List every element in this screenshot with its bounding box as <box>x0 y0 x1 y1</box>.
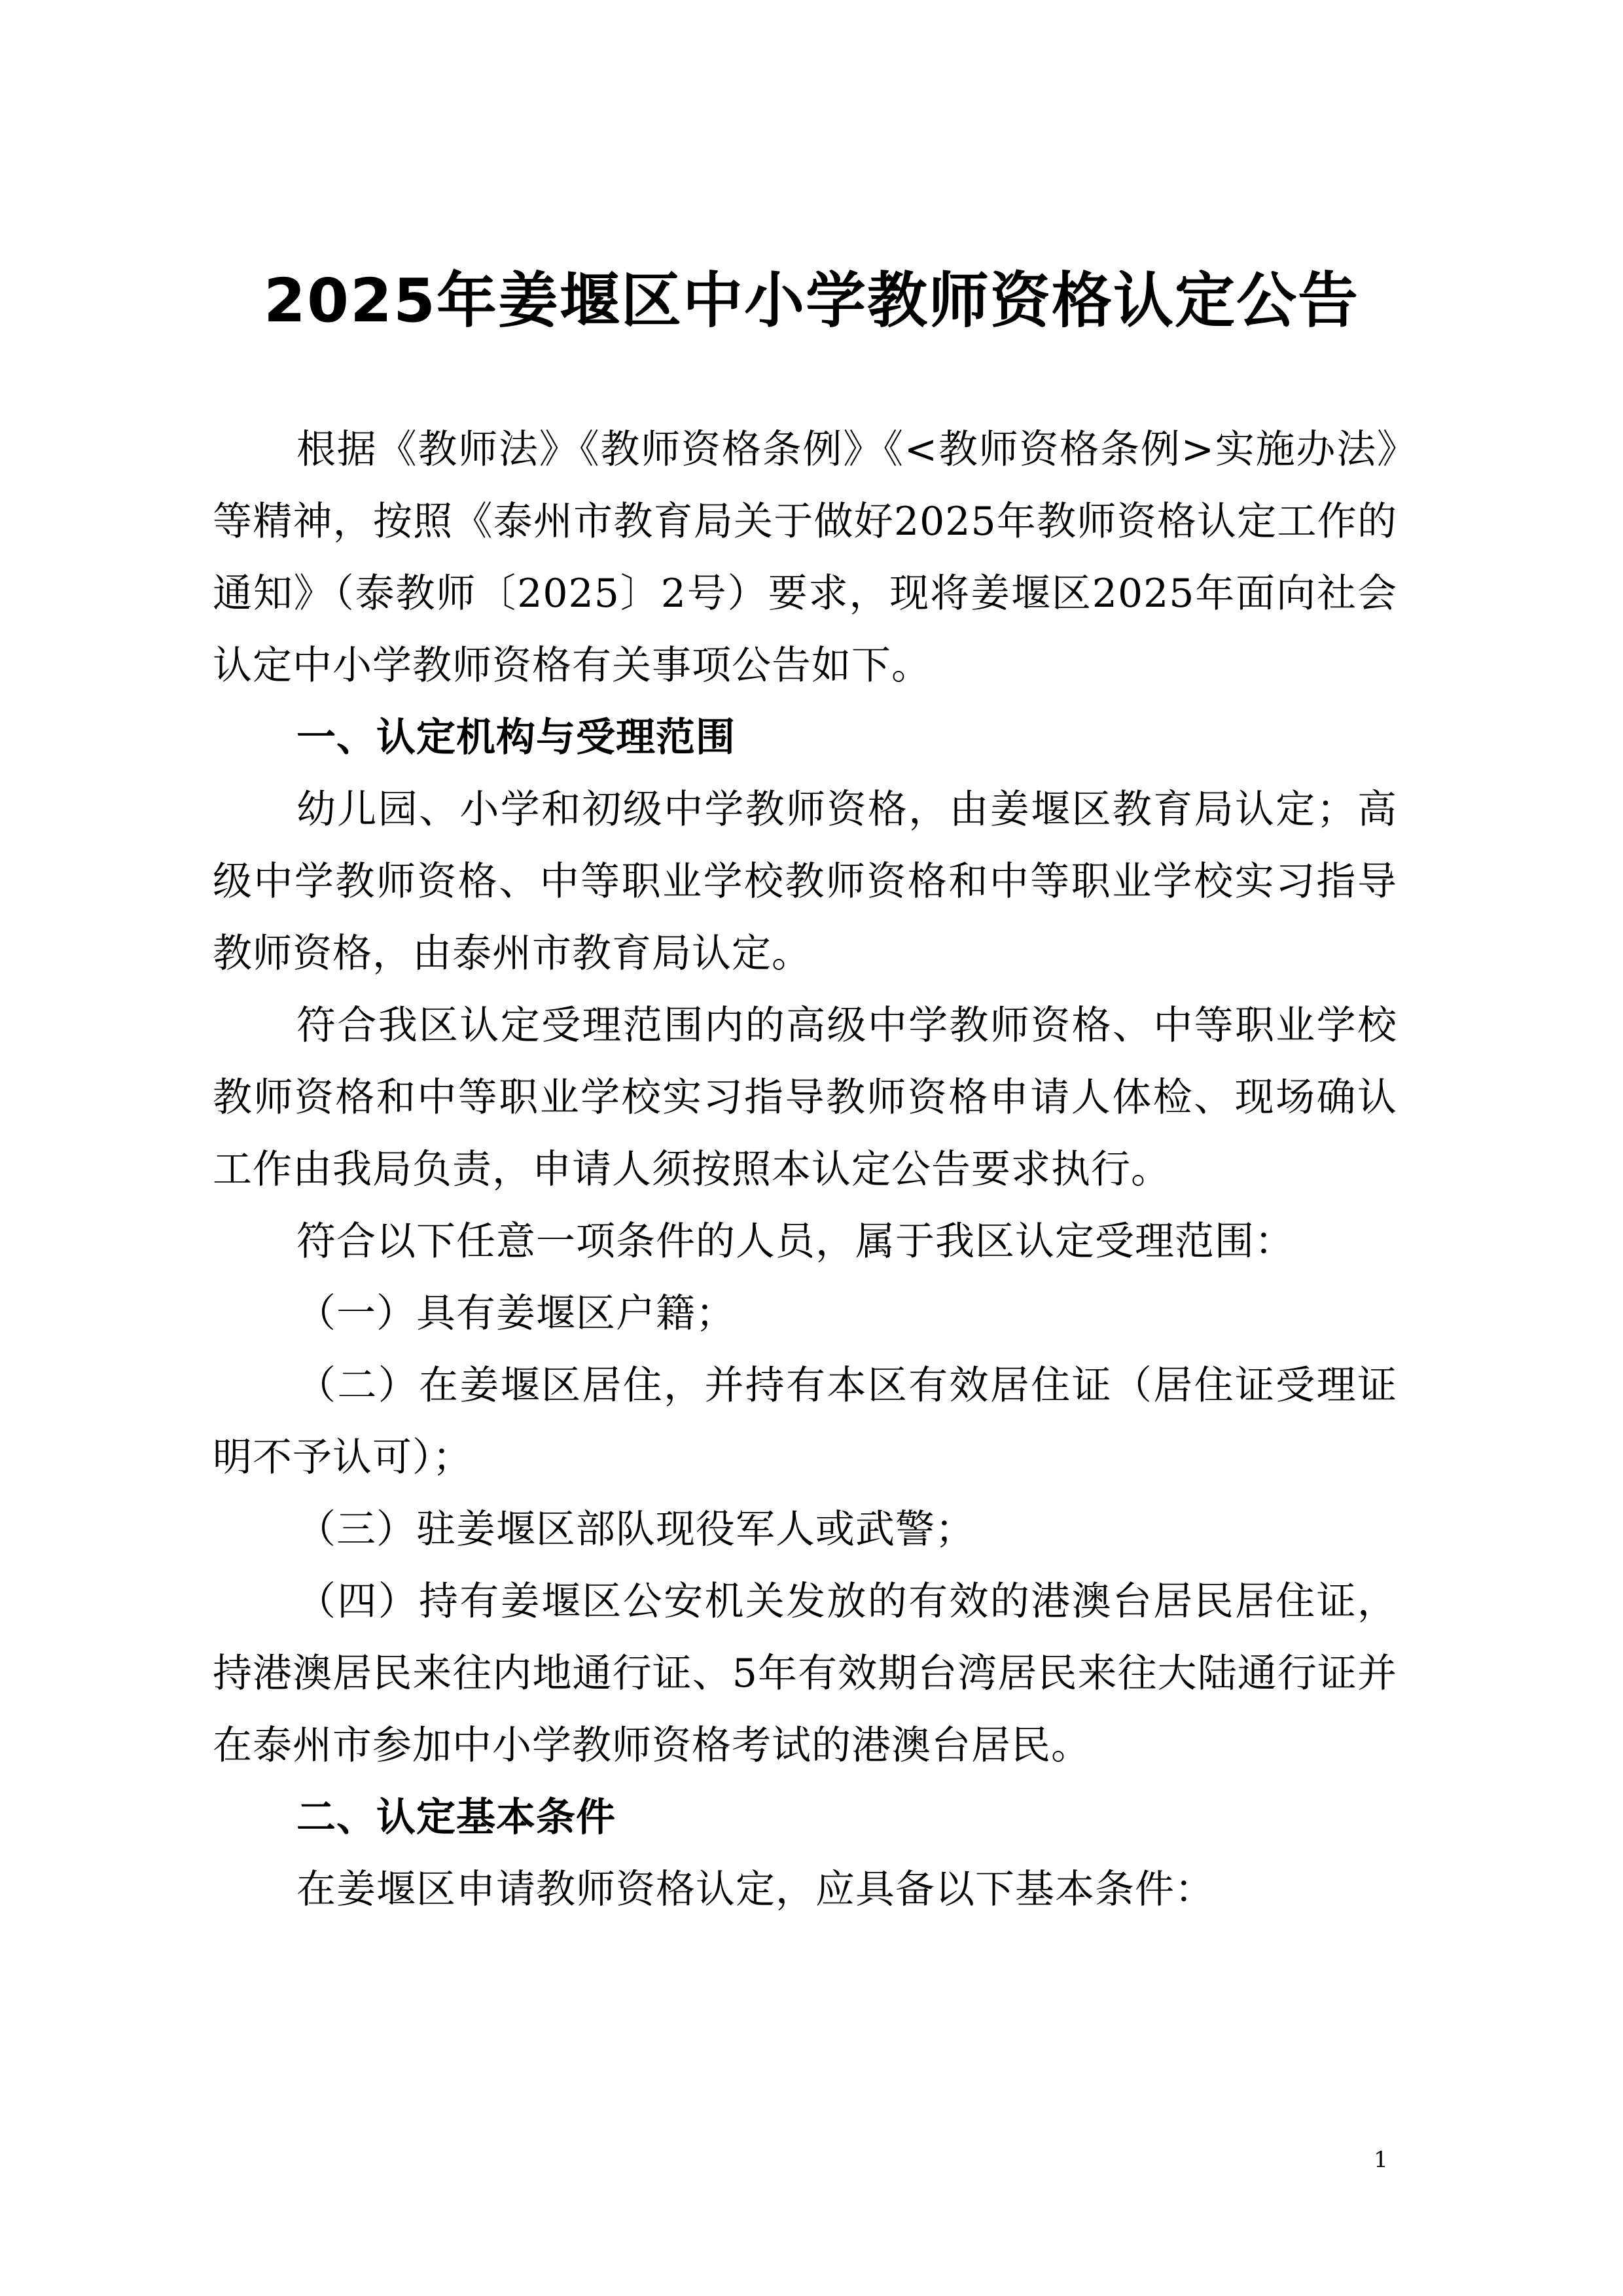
scope-item-4: （四）持有姜堰区公安机关发放的有效的港澳台居民居住证，持港澳居民来往内地通行证、5年有效期台湾居民来往大陆通行证并在泰州市参加中小学教师资格考试的港澳台居民。 <box>213 1579 1397 1768</box>
paragraph-scope-intro: 符合以下任意一项条件的人员，属于我区认定受理范围： <box>296 1219 1294 1265</box>
intro-paragraph: 根据《教师法》《教师资格条例》《<教师资格条例>实施办法》等精神，按照《泰州市教育局关于做好2025年教师资格认定工作的通知》（泰教师〔2025〕2号）要求，现将姜堰区2025年面向社会认定中小学教师资格有关事项公告如下。 <box>213 427 1397 689</box>
paragraph-conditions-intro: 在姜堰区申请教师资格认定，应具备以下基本条件： <box>296 1867 1215 1912</box>
paragraph-authority: 幼儿园、小学和初级中学教师资格，由姜堰区教育局认定；高级中学教师资格、中等职业学校教师资格和中等职业学校实习指导教师资格，由泰州市教育局认定。 <box>213 787 1397 977</box>
page-number: 1 <box>1374 2147 1388 2173</box>
scope-item-3: （三）驻姜堰区部队现役军人或武警； <box>296 1507 975 1552</box>
paragraph-confirmation: 符合我区认定受理范围内的高级中学教师资格、中等职业学校教师资格和中等职业学校实习指导教师资格申请人体检、现场确认工作由我局负责，申请人须按照本认定公告要求执行。 <box>213 1003 1397 1193</box>
section-heading-2: 二、认定基本条件 <box>296 1795 616 1840</box>
document-body <box>213 414 1397 1926</box>
scope-item-2: （二）在姜堰区居住，并持有本区有效居住证（居住证受理证明不予认可）； <box>213 1363 1397 1480</box>
scope-item-1: （一）具有姜堰区户籍； <box>296 1291 736 1336</box>
section-heading-1: 一、认定机构与受理范围 <box>296 715 736 761</box>
document-title: 2025年姜堰区中小学教师资格认定公告 <box>263 266 1360 336</box>
